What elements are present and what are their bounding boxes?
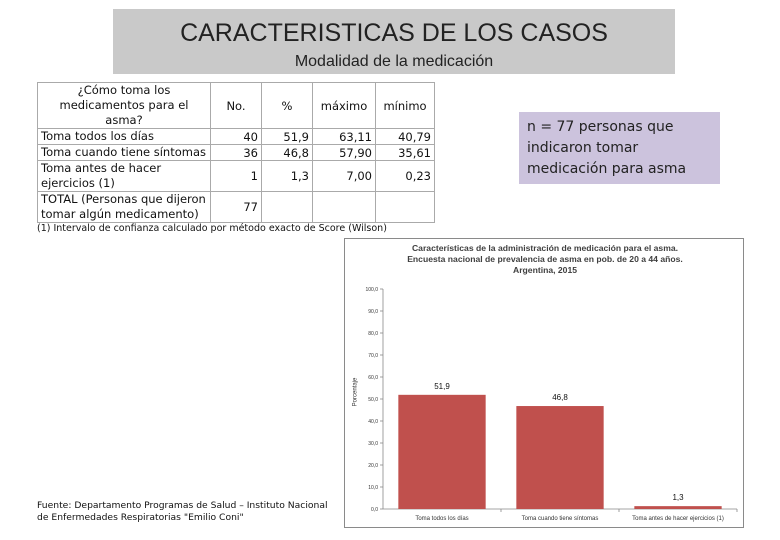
chart-title-line: Argentina, 2015 — [513, 265, 577, 275]
y-tick-label: 40,0 — [368, 419, 378, 425]
table-row — [38, 145, 435, 161]
row-max: 63,11 — [313, 129, 376, 145]
x-tick-label: Toma antes de hacer ejercicios (1) — [632, 516, 724, 522]
row-max — [313, 192, 376, 223]
row-min: 35,61 — [376, 145, 435, 161]
row-pct: 1,3 — [262, 161, 313, 192]
col-header-no: No. — [211, 83, 262, 129]
col-header-min: mínimo — [376, 83, 435, 129]
table-row — [38, 129, 435, 145]
chart-title-line: Encuesta nacional de prevalencia de asma en pob. de 20 a 44 años. — [407, 254, 683, 264]
bar — [398, 395, 485, 509]
source-note: Fuente: Departamento Programas de Salud – Instituto Nacional de Enfermedades Respiratorias "Emilio Coni" — [37, 500, 328, 523]
col-header-max: máximo — [313, 83, 376, 129]
row-no: 36 — [211, 145, 262, 161]
bar-value-label: 46,8 — [552, 393, 568, 403]
row-no: 40 — [211, 129, 262, 145]
row-max: 57,90 — [313, 145, 376, 161]
bar — [516, 406, 603, 509]
table-header-row — [38, 83, 435, 129]
col-header-question: ¿Cómo toma los medicamentos para el asma? — [38, 83, 211, 129]
row-no: 77 — [211, 192, 262, 223]
row-label: Toma antes de hacer ejercicios (1) — [38, 161, 211, 192]
table-footnote: (1) Intervalo de confianza calculado por método exacto de Score (Wilson) — [37, 223, 387, 234]
y-tick-label: 10,0 — [368, 485, 378, 491]
row-pct — [262, 192, 313, 223]
y-tick-label: 60,0 — [368, 375, 378, 381]
y-tick-label: 100,0 — [365, 287, 378, 293]
row-label: TOTAL (Personas que dijeron tomar algún medicamento) — [38, 192, 211, 223]
y-tick-label: 70,0 — [368, 353, 378, 359]
row-min: 0,23 — [376, 161, 435, 192]
y-tick-label: 80,0 — [368, 331, 378, 337]
y-tick-label: 20,0 — [368, 463, 378, 469]
bar-value-label: 1,3 — [672, 493, 684, 503]
sample-size-note: n = 77 personas que indicaron tomar medicación para asma — [519, 112, 720, 184]
bar-value-label: 51,9 — [434, 381, 450, 391]
row-pct: 46,8 — [262, 145, 313, 161]
y-tick-label: 50,0 — [368, 397, 378, 403]
table-row-total — [38, 192, 435, 223]
row-label: Toma todos los días — [38, 129, 211, 145]
y-tick-label: 30,0 — [368, 441, 378, 447]
y-axis-label: Porcentaje — [352, 377, 359, 407]
col-header-pct: % — [262, 83, 313, 129]
row-max: 7,00 — [313, 161, 376, 192]
slide-title: CARACTERISTICAS DE LOS CASOS — [180, 19, 608, 47]
chart-plot — [345, 239, 743, 527]
x-tick-label: Toma todos los días — [415, 516, 469, 522]
x-tick-label: Toma cuando tiene síntomas — [521, 516, 599, 522]
row-min: 40,79 — [376, 129, 435, 145]
stats-table — [37, 82, 435, 223]
chart-title-line: Características de la administración de medicación para el asma. — [411, 243, 679, 253]
row-min — [376, 192, 435, 223]
row-no: 1 — [211, 161, 262, 192]
row-pct: 51,9 — [262, 129, 313, 145]
bar — [634, 506, 721, 509]
slide-header — [113, 9, 675, 74]
row-label: Toma cuando tiene síntomas — [38, 145, 211, 161]
bar-chart — [344, 238, 744, 528]
slide-subtitle: Modalidad de la medicación — [294, 53, 494, 70]
y-tick-label: 0,0 — [371, 507, 378, 513]
y-tick-label: 90,0 — [368, 309, 378, 315]
table-row — [38, 161, 435, 192]
